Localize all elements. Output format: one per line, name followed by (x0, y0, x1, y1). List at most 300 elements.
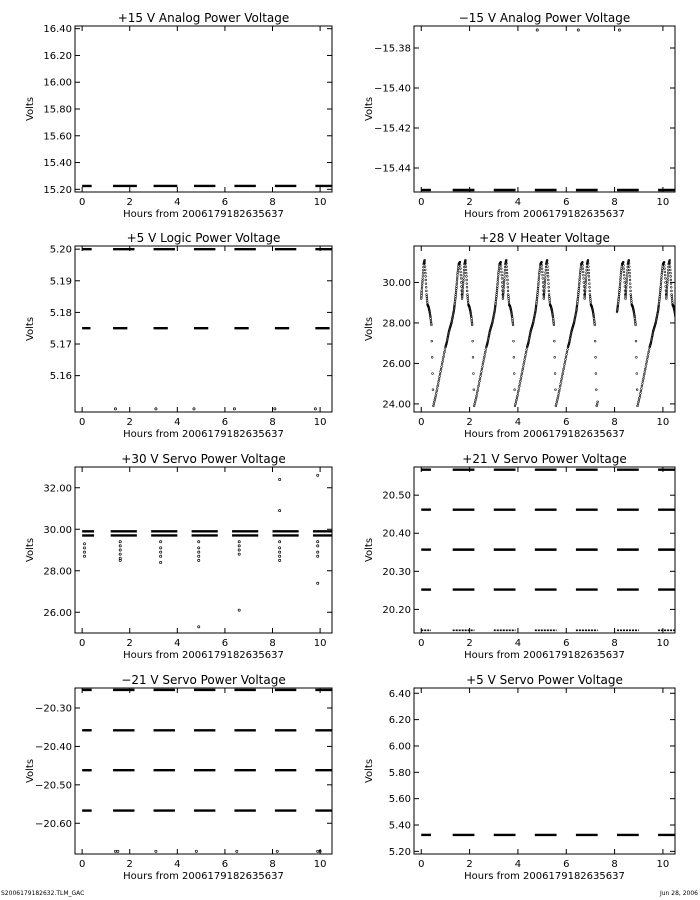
data-point (558, 390, 560, 392)
data-point (425, 279, 427, 281)
data-point (595, 389, 597, 391)
data-point (462, 280, 464, 282)
data-point (620, 276, 622, 278)
x-tick-label: 0 (418, 638, 425, 649)
data-point (583, 282, 585, 284)
data-point (692, 339, 694, 341)
data-point (620, 271, 622, 273)
data-point (455, 292, 457, 294)
data-point (472, 340, 474, 342)
data-point (501, 277, 503, 279)
data-point (630, 294, 632, 296)
data-point (577, 296, 579, 298)
x-tick-label: 0 (78, 638, 86, 649)
data-point (559, 385, 561, 387)
data-point (636, 389, 638, 391)
data-point (644, 368, 646, 370)
data-point (545, 275, 547, 277)
data-point (559, 388, 561, 390)
data-point (544, 280, 546, 282)
y-tick-label: 15.20 (43, 184, 72, 196)
x-tick-label: 10 (313, 859, 327, 870)
x-axis-label: Hours from 2006179182635637 (464, 650, 625, 661)
data-point (435, 392, 437, 394)
data-point (456, 281, 458, 283)
data-point (422, 277, 424, 279)
data-point (561, 375, 563, 377)
x-tick-label: 10 (313, 417, 327, 428)
data-point (664, 271, 666, 273)
data-point (479, 380, 481, 382)
data-point (155, 850, 157, 852)
data-point (553, 324, 555, 326)
data-point (679, 399, 681, 401)
y-tick-label: 5.40 (388, 820, 411, 832)
data-point (638, 399, 640, 401)
data-point (676, 324, 678, 326)
data-point (690, 346, 692, 348)
data-point (514, 389, 516, 391)
plot-frame (414, 26, 675, 192)
x-tick-label: 8 (269, 638, 276, 649)
y-tick-label: 15.40 (43, 158, 72, 170)
data-point (676, 340, 678, 342)
data-point (467, 300, 469, 302)
data-point (562, 373, 564, 375)
data-point (536, 296, 538, 298)
data-point (522, 368, 524, 370)
data-point (501, 274, 503, 276)
data-point (506, 272, 508, 274)
data-point (547, 279, 549, 281)
data-point (507, 279, 509, 281)
data-point (697, 316, 699, 318)
x-tick-label: 8 (611, 638, 618, 649)
data-point (558, 392, 560, 394)
data-point (623, 265, 625, 267)
data-point (442, 361, 444, 363)
data-point (481, 368, 483, 370)
chart-title: −15 V Analog Power Voltage (458, 11, 631, 25)
x-tick-label: 8 (611, 197, 618, 208)
data-point (582, 268, 584, 270)
x-tick-label: 8 (611, 859, 618, 870)
data-point (117, 850, 119, 852)
data-point (670, 286, 672, 288)
x-tick-label: 4 (174, 197, 181, 208)
data-point (548, 286, 550, 288)
data-point (317, 582, 319, 584)
data-point (524, 358, 526, 360)
data-point (660, 288, 662, 290)
data-point (517, 395, 519, 397)
data-point (688, 356, 690, 358)
data-point (422, 272, 424, 274)
data-point (682, 383, 684, 385)
chart-title: +21 V Servo Power Voltage (462, 452, 627, 466)
data-point (577, 294, 579, 296)
data-point (584, 287, 586, 289)
data-point (426, 302, 428, 304)
data-point (666, 282, 668, 284)
data-point (663, 265, 665, 267)
data-point (424, 269, 426, 271)
data-point (547, 272, 549, 274)
y-tick-label: 5.17 (49, 339, 72, 351)
y-tick-label: 5.80 (388, 767, 411, 779)
data-point (582, 271, 584, 273)
data-point (566, 351, 568, 353)
data-point (481, 366, 483, 368)
data-point (691, 340, 693, 342)
data-point (670, 272, 672, 274)
data-point (479, 378, 481, 380)
data-point (462, 285, 464, 287)
data-point (484, 354, 486, 356)
data-point (661, 271, 663, 273)
data-point (497, 283, 499, 285)
data-point (483, 358, 485, 360)
data-point (513, 340, 515, 342)
data-point (274, 408, 276, 410)
data-point (539, 269, 541, 271)
data-point (119, 545, 121, 547)
data-point (579, 281, 581, 283)
data-point (513, 373, 515, 375)
x-axis-label: Hours from 2006179182635637 (464, 871, 625, 882)
data-point (503, 277, 505, 279)
data-point (119, 553, 121, 555)
data-point (660, 286, 662, 288)
x-tick-label: 6 (563, 638, 570, 649)
data-point (670, 275, 672, 277)
data-point (692, 337, 694, 339)
data-point (483, 356, 485, 358)
data-point (537, 288, 539, 290)
data-point (686, 366, 688, 368)
data-point (460, 271, 462, 273)
data-point (441, 366, 443, 368)
data-point (689, 349, 691, 351)
x-tick-label: 10 (313, 197, 327, 208)
data-point (554, 356, 556, 358)
data-point (195, 850, 197, 852)
data-point (631, 302, 633, 304)
x-tick-label: 2 (466, 197, 473, 208)
x-axis-label: Hours from 2006179182635637 (464, 429, 625, 440)
data-point (457, 273, 459, 275)
data-point (664, 274, 666, 276)
data-point (549, 300, 551, 302)
data-point (618, 294, 620, 296)
data-point (643, 373, 645, 375)
data-point (496, 288, 498, 290)
data-point (438, 378, 440, 380)
x-tick-label: 2 (126, 417, 133, 428)
data-point (645, 366, 647, 368)
data-point (439, 373, 441, 375)
data-point (619, 281, 621, 283)
data-point (693, 330, 695, 332)
data-point (465, 269, 467, 271)
data-point (620, 273, 622, 275)
data-point (618, 292, 620, 294)
data-point (198, 541, 200, 543)
data-point (588, 272, 590, 274)
data-point (694, 327, 696, 329)
data-point (685, 368, 687, 370)
data-point (560, 380, 562, 382)
data-point (662, 267, 664, 269)
data-point (476, 392, 478, 394)
data-point (455, 296, 457, 298)
data-point (198, 547, 200, 549)
data-point (515, 403, 517, 405)
data-point (671, 294, 673, 296)
data-point (619, 288, 621, 290)
data-point (276, 850, 278, 852)
data-point (473, 405, 475, 407)
data-point (317, 541, 319, 543)
data-point (507, 290, 509, 292)
data-point (595, 373, 597, 375)
data-point (504, 272, 506, 274)
data-point (677, 405, 679, 407)
chart-panel-8 (364, 673, 675, 882)
x-axis-label: Hours from 2006179182635637 (123, 871, 284, 882)
data-point (548, 283, 550, 285)
data-point (544, 277, 546, 279)
data-point (590, 302, 592, 304)
data-point (667, 272, 669, 274)
data-point (538, 281, 540, 283)
chart-panel-1 (25, 11, 332, 220)
data-point (160, 541, 162, 543)
data-point (114, 850, 116, 852)
data-point (556, 399, 558, 401)
data-point (523, 363, 525, 365)
data-point (618, 296, 620, 298)
plot-frame (75, 26, 332, 192)
data-point (473, 389, 475, 391)
data-point (508, 298, 510, 300)
y-axis-label: Volts (364, 316, 375, 342)
y-tick-label: 28.00 (382, 318, 411, 330)
data-point (425, 290, 427, 292)
data-point (518, 385, 520, 387)
data-point (630, 300, 632, 302)
data-point (594, 340, 596, 342)
y-tick-label: 5.20 (388, 846, 411, 858)
x-tick-label: 6 (563, 417, 570, 428)
chart-title: +28 V Heater Voltage (479, 231, 610, 245)
data-point (667, 269, 669, 271)
data-point (421, 287, 423, 289)
data-point (500, 268, 502, 270)
data-point (83, 551, 85, 553)
data-point (160, 551, 162, 553)
data-point (667, 277, 669, 279)
data-point (638, 401, 640, 403)
data-point (467, 298, 469, 300)
data-point (198, 626, 200, 628)
data-point (644, 371, 646, 373)
data-point (548, 296, 550, 298)
data-point (422, 269, 424, 271)
data-layer (421, 29, 675, 190)
data-point (522, 366, 524, 368)
data-point (688, 354, 690, 356)
data-point (456, 278, 458, 280)
data-point (554, 373, 556, 375)
data-point (463, 277, 465, 279)
y-tick-label: −15.40 (373, 83, 411, 95)
data-point (119, 559, 121, 561)
data-point (567, 349, 569, 351)
data-point (433, 403, 435, 405)
data-point (578, 283, 580, 285)
data-point (544, 285, 546, 287)
data-point (466, 286, 468, 288)
data-point (589, 286, 591, 288)
data-point (670, 283, 672, 285)
data-point (314, 408, 316, 410)
y-tick-label: 16.40 (43, 24, 72, 36)
data-point (690, 345, 692, 347)
data-point (513, 356, 515, 358)
x-tick-label: 2 (466, 417, 473, 428)
data-point (434, 399, 436, 401)
data-point (647, 354, 649, 356)
data-point (626, 275, 628, 277)
data-point (586, 272, 588, 274)
data-point (629, 283, 631, 285)
data-point (694, 328, 696, 330)
data-point (630, 298, 632, 300)
data-point (422, 275, 424, 277)
data-point (645, 363, 647, 365)
data-point (504, 269, 506, 271)
x-tick-label: 0 (418, 197, 425, 208)
data-point (641, 383, 643, 385)
y-tick-label: 26.00 (382, 358, 411, 370)
data-point (664, 268, 666, 270)
data-point (588, 283, 590, 285)
data-point (619, 283, 621, 285)
data-point (537, 294, 539, 296)
data-point (555, 405, 557, 407)
data-point (198, 551, 200, 553)
data-point (669, 269, 671, 271)
data-point (621, 267, 623, 269)
y-tick-label: 5.60 (388, 794, 411, 806)
data-point (460, 282, 462, 284)
data-point (497, 281, 499, 283)
data-point (678, 403, 680, 405)
x-tick-label: 10 (656, 417, 670, 428)
data-point (648, 351, 650, 353)
data-point (501, 271, 503, 273)
data-point (695, 325, 697, 327)
data-point (648, 349, 650, 351)
data-point (537, 292, 539, 294)
y-axis-label: Volts (25, 96, 36, 122)
y-tick-label: 20.40 (382, 528, 411, 540)
data-point (579, 271, 581, 273)
y-axis-label: Volts (25, 758, 36, 784)
data-point (467, 302, 469, 304)
y-tick-label: −20.60 (34, 818, 72, 830)
data-point (642, 378, 644, 380)
data-point (466, 275, 468, 277)
data-point (465, 272, 467, 274)
data-point (685, 371, 687, 373)
data-point (160, 547, 162, 549)
data-point (515, 401, 517, 403)
data-point (635, 324, 637, 326)
data-point (498, 271, 500, 273)
data-point (579, 278, 581, 280)
data-point (425, 283, 427, 285)
data-point (541, 268, 543, 270)
data-point (480, 375, 482, 377)
data-point (646, 361, 648, 363)
data-point (426, 296, 428, 298)
data-layer (82, 249, 332, 410)
data-point (193, 408, 195, 410)
data-point (582, 265, 584, 267)
data-point (641, 385, 643, 387)
x-tick-label: 6 (563, 197, 570, 208)
data-point (503, 282, 505, 284)
data-point (480, 373, 482, 375)
data-point (664, 277, 666, 279)
data-point (690, 344, 692, 346)
data-point (440, 368, 442, 370)
data-point (507, 286, 509, 288)
data-point (482, 363, 484, 365)
data-point (473, 373, 475, 375)
data-point (661, 276, 663, 278)
data-point (512, 324, 514, 326)
y-axis-label: Volts (364, 758, 375, 784)
data-point (578, 292, 580, 294)
data-point (666, 287, 668, 289)
data-point (620, 269, 622, 271)
data-point (563, 368, 565, 370)
data-point (83, 547, 85, 549)
data-point (619, 286, 621, 288)
data-point (114, 408, 116, 410)
data-point (698, 311, 700, 313)
y-axis-label: Volts (364, 537, 375, 563)
data-point (435, 395, 437, 397)
data-point (317, 551, 319, 553)
data-point (588, 269, 590, 271)
data-point (579, 276, 581, 278)
x-tick-label: 8 (269, 197, 276, 208)
data-point (547, 266, 549, 268)
data-point (548, 290, 550, 292)
data-point (687, 358, 689, 360)
data-point (437, 383, 439, 385)
data-point (160, 555, 162, 557)
data-point (538, 278, 540, 280)
data-point (496, 292, 498, 294)
data-point (460, 268, 462, 270)
data-point (692, 335, 694, 337)
data-point (667, 275, 669, 277)
